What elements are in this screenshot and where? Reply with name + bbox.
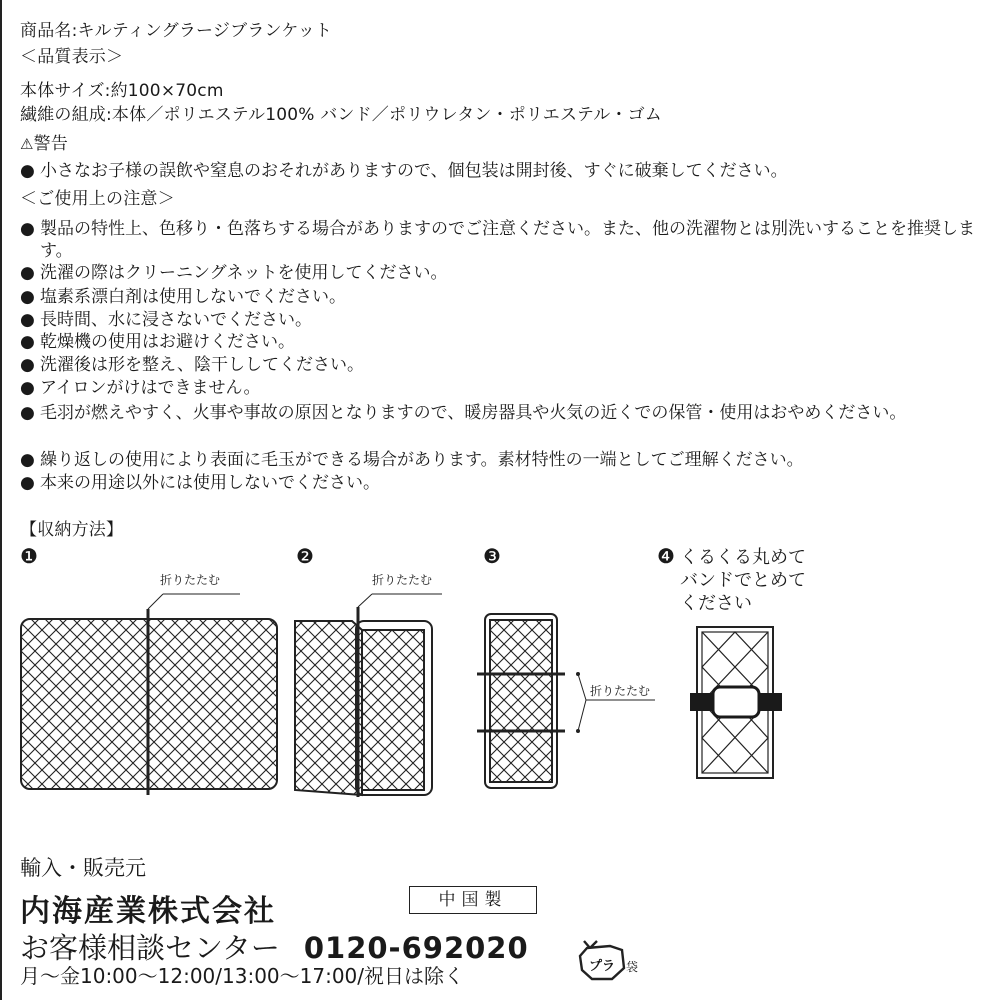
warning-icon: ⚠ (20, 135, 34, 153)
caution-item: ● 毛羽が燃えやすく、火事や事故の原因となりますので、暖房器具や火気の近くでの保管・使用はおやめください。 (20, 403, 907, 423)
storage-heading: 【収納方法】 (20, 520, 124, 540)
step-1-number: ❶ (20, 544, 38, 568)
origin-box: 中国製 (409, 886, 537, 914)
fiber-line: 繊維の組成:本体／ポリエステル100% バンド／ポリウレタン・ポリエステル・ゴム (20, 105, 662, 125)
bullet-icon: ● (20, 403, 35, 423)
caution-item: ● 洗濯後は形を整え、陰干ししてください。 (20, 355, 365, 375)
size-line: 本体サイズ:約100×70cm (20, 81, 224, 101)
warning-item: ● 小さなお子様の誤飲や窒息のおそれがありますので、個包装は開封後、すぐに破棄してください。 (20, 161, 788, 181)
step4-instruction: くるくる丸めて バンドでとめて ください (680, 547, 806, 614)
recycle-mark-text: プラ (589, 959, 616, 974)
customer-center-label: お客様相談センター (20, 931, 280, 965)
bullet-icon: ● (20, 332, 35, 352)
business-hours: 月～金10:00～12:00/13:00～17:00/祝日は除く (20, 964, 465, 988)
warning-title: 警告 (33, 134, 69, 154)
bullet-icon: ● (20, 473, 35, 493)
caution-item: ● 製品の特性上、色移り・色落ちする場合がありますのでご注意ください。また、他の洗濯物とは別洗いすることを推奨します。 (20, 219, 975, 261)
bullet-icon: ● (20, 310, 35, 330)
bullet-icon: ● (20, 287, 35, 307)
usage-heading: ＜ご使用上の注意＞ (20, 189, 175, 209)
bullet-icon: ● (20, 263, 35, 283)
step-2-number: ❷ (296, 544, 314, 568)
fold-label: 折りたたむ (160, 573, 221, 587)
step3-blanket-diagram (477, 614, 655, 788)
caution-item: ● 塩素系漂白剤は使用しないでください。 (20, 287, 346, 307)
fold-label: 折りたたむ (590, 684, 651, 698)
bullet-icon: ● (20, 161, 35, 181)
caution-item: ● 繰り返しの使用により表面に毛玉ができる場合があります。素材特性の一端としてご理解ください。 (20, 450, 804, 470)
caution-item: ● アイロンがけはできません。 (20, 378, 261, 398)
product-name: 商品名:キルティングラージブランケット (20, 21, 333, 41)
step2-blanket-diagram (295, 594, 442, 797)
bullet-icon: ● (20, 219, 35, 239)
quality-heading: ＜品質表示＞ (20, 47, 124, 67)
bullet-icon: ● (20, 450, 35, 470)
caution-item: ● 本来の用途以外には使用しないでください。 (20, 473, 380, 493)
importer-label: 輸入・販売元 (20, 856, 146, 880)
bullet-icon: ● (20, 355, 35, 375)
bullet-icon: ● (20, 378, 35, 398)
company-name: 内海産業株式会社 (20, 894, 276, 929)
caution-item: ● 長時間、水に浸さないでください。 (20, 310, 312, 330)
fold-label: 折りたたむ (372, 573, 433, 587)
step-4-number: ❹ (657, 544, 675, 568)
step4-rolled-diagram (690, 627, 782, 778)
recycle-suffix: 袋 (626, 960, 639, 974)
caution-item: ● 洗濯の際はクリーニングネットを使用してください。 (20, 263, 448, 283)
phone-number: 0120-692020 (303, 931, 529, 965)
caution-item: ● 乾燥機の使用はお避けください。 (20, 332, 295, 352)
step-3-number: ❸ (483, 544, 501, 568)
step1-blanket-diagram (21, 594, 277, 795)
